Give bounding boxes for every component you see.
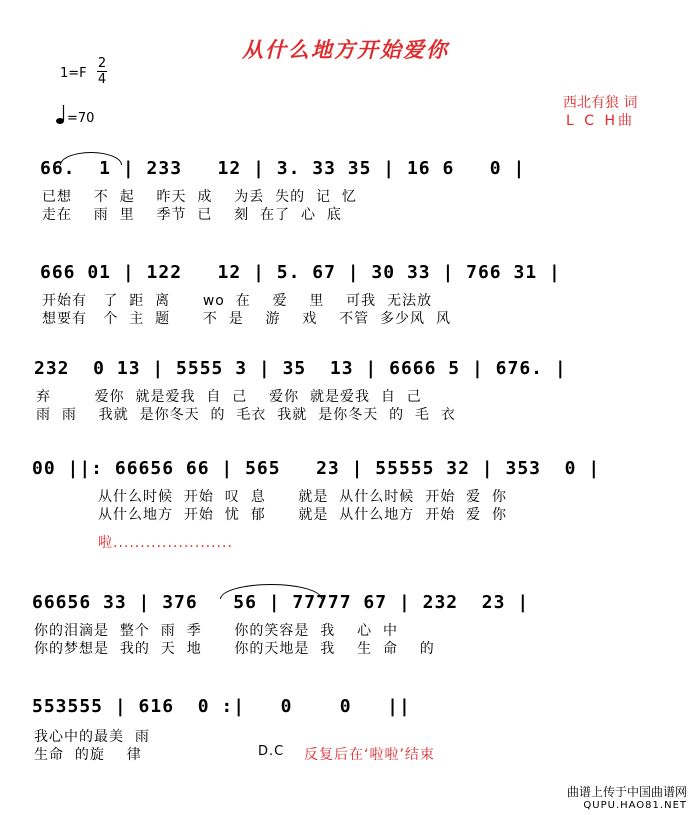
- composer: L C H曲: [566, 113, 636, 129]
- footer-site: QUPU.HAO81.NET: [583, 800, 687, 811]
- notes-row-4: 00 ||: 66656 66 | 565 23 | 55555 32 | 353 0 |: [32, 458, 601, 479]
- lyrics-row-3-verse-2: 雨 雨 我就 是你冬天 的 毛衣 我就 是你冬天 的 毛 衣: [36, 407, 456, 423]
- lyrics-row-1-verse-1: 已想 不 起 昨天 成 为丢 失的 记 忆: [42, 189, 357, 205]
- lyricist: 西北有狼 词: [563, 95, 638, 111]
- notes-row-6: 553555 | 616 0 :| 0 0 ||: [32, 696, 411, 717]
- footer-credit: [567, 783, 687, 811]
- lyrics-row-4-verse-2: 从什么地方 开始 忧 郁 就是 从什么地方 开始 爱 你: [98, 507, 508, 523]
- lyrics-row-6-verse-2: 生命 的旋 律: [34, 747, 142, 763]
- lyrics-row-2-verse-1: 开始有 了 距 离 wo 在 爱 里 可我 无法放: [42, 293, 433, 309]
- lyrics-row-6-verse-1: 我心中的最美 雨: [34, 729, 150, 745]
- tempo-value: =70: [67, 111, 95, 126]
- repeat-note: 反复后在‘啦啦’结束: [304, 747, 435, 763]
- time-top: 2: [97, 56, 107, 71]
- lyrics-row-5-verse-1: 你的泪滴是 整个 雨 季 你的笑容是 我 心 中: [34, 623, 399, 639]
- lyrics-row-2-verse-2: 想要有 个 主 题 不 是 游 戏 不管 多少风 风: [42, 311, 451, 327]
- lyrics-row-4-refrain: 啦......................: [98, 535, 233, 551]
- tempo-marking: [55, 104, 94, 126]
- slur: [60, 152, 122, 165]
- notes-row-1: 66. 1 | 233 12 | 3. 33 35 | 16 6 0 |: [40, 158, 526, 179]
- notes-row-2: 666 01 | 122 12 | 5. 67 | 30 33 | 766 31 |: [40, 262, 561, 283]
- footer-credit-text: 曲谱上传于中国曲谱网: [566, 785, 687, 799]
- lyrics-row-4-verse-1: 从什么时候 开始 叹 息 就是 从什么时候 开始 爱 你: [98, 489, 508, 505]
- time-signature: [97, 56, 107, 87]
- score-title: 从什么地方开始爱你: [242, 38, 449, 62]
- time-bottom: 4: [97, 72, 107, 87]
- lyrics-row-3-verse-1: 弃 爱你 就是爱我 自 己 爱你 就是爱我 自 己: [36, 389, 422, 405]
- quarter-note-icon: [55, 104, 67, 126]
- lyrics-row-1-verse-2: 走在 雨 里 季节 已 刻 在了 心 底: [42, 207, 342, 223]
- notes-row-3: 232 0 13 | 5555 3 | 35 13 | 6666 5 | 676. |: [34, 358, 567, 379]
- key-signature: 1=F: [60, 66, 87, 81]
- notes-row-5: 66656 33 | 376 56 | 77777 67 | 232 23 |: [32, 592, 530, 613]
- lyrics-row-5-verse-2: 你的梦想是 我的 天 地 你的天地是 我 生 命 的: [34, 641, 435, 657]
- slur: [220, 584, 322, 599]
- dc-marking: D.C: [258, 744, 285, 759]
